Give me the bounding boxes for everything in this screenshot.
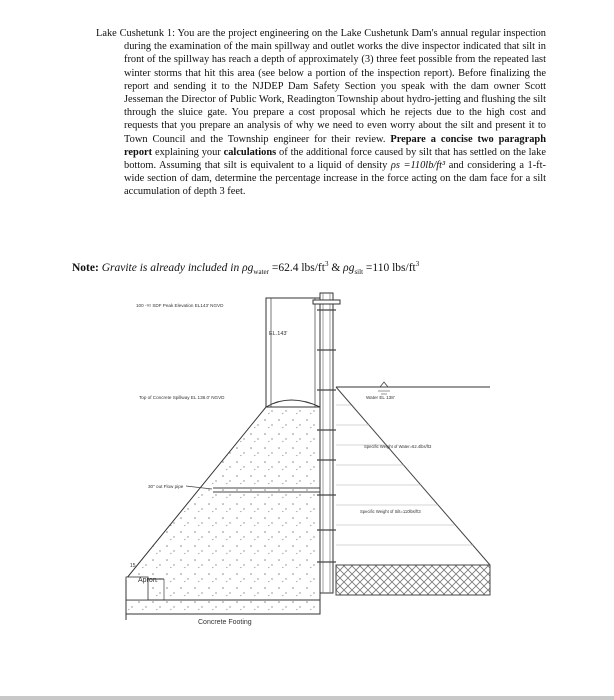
page-bottom-bar: [0, 696, 614, 700]
silt-subscript: silt: [354, 268, 364, 277]
footing: [126, 600, 320, 614]
water-el-label: Water EL 138': [366, 395, 395, 400]
problem-title: Lake Cushetunk 1:: [96, 28, 175, 39]
problem-text-4: and considering a 1-ft-wide section of dam, determine the percentage increase in the force acting on the dam face for a silt accumulation of depth 3 feet.: [124, 160, 546, 198]
specific-weight-water-label: Specific Weight of Water=62.4lbs/ft3: [364, 444, 432, 449]
el-143-label: EL.143': [269, 331, 288, 337]
problem-text-3: of the additional force caused by silt that has settled on the lake bottom. Assuming that silt is equivalent to a liquid of density: [124, 146, 546, 172]
ampersand: &: [331, 261, 341, 274]
small-dim-label: 15: [130, 563, 136, 569]
rho-symbol-1: ρ: [242, 261, 248, 274]
exp-2: 3: [415, 260, 420, 268]
water-weight: =62.4 lbs/ft: [271, 261, 325, 274]
g-symbol-2: g: [348, 261, 355, 274]
pressure-line: [336, 387, 490, 565]
note-text: Gravite is already included in: [101, 261, 240, 274]
apron-label: Apron: [138, 577, 157, 584]
dam-cross-section-figure: [108, 290, 498, 635]
g-symbol-1: g: [247, 261, 254, 274]
exp-1: 3: [324, 260, 329, 268]
problem-statement: [96, 27, 546, 199]
problem-text-1: You are the project engineering on the Lake Cushetunk Dam's annual regular inspection during the examination of the main spillway and outlet works the dive inspector indicated that silt in front of the spillway has reach a depth of approximately (3) three feet possible from the repeated last winter storms that hit this area (see below a portion of the inspection report). Before finalizing the report and sending it to the NJDEP Dam Safety Section you speak with the dam owner Scott Jesseman the Director of Public Work, Readington Township about hydro-jetting and flushing the silt through the sluice gate. You prepare a cost proposal which he rejects due to the high cost and requests that you prepare an analysis of why we need to even worry about the silt and present it to Town Council and the Township engineer for their review.: [124, 28, 546, 145]
silt-weight: =110 lbs/ft: [365, 261, 416, 274]
footing-label: Concrete Footing: [198, 619, 252, 626]
note-label: Note:: [72, 261, 99, 274]
dam-body: [126, 407, 320, 600]
gate-tower: [320, 293, 333, 593]
rho-symbol-2: ρ: [343, 261, 349, 274]
note-line: [72, 257, 572, 279]
spillway-label: Top of Concrete Spillway EL 138.0' NGVD: [139, 395, 225, 400]
problem-text-2: explaining your: [154, 146, 221, 158]
problem-paragraph: [96, 27, 546, 199]
upper-wall: [266, 298, 320, 407]
rho-silt: ρs =110lb/ft³: [390, 160, 446, 172]
problem-bold-report: Prepare a concise two paragraph report: [124, 133, 546, 158]
water-subscript: water: [253, 268, 269, 277]
silt-layer: [336, 565, 490, 595]
specific-weight-silt-label: Specific Weight of Silt=110lbs/ft3: [360, 509, 421, 514]
problem-bold-calculations: calculations: [223, 146, 277, 158]
flow-pipe-label: 30" out Flow pipe: [148, 484, 184, 489]
dam-drawing: [108, 290, 498, 635]
peak-elevation-label: 100 -Yr SDF Peak Elevation EL143' NGVD: [136, 303, 224, 308]
